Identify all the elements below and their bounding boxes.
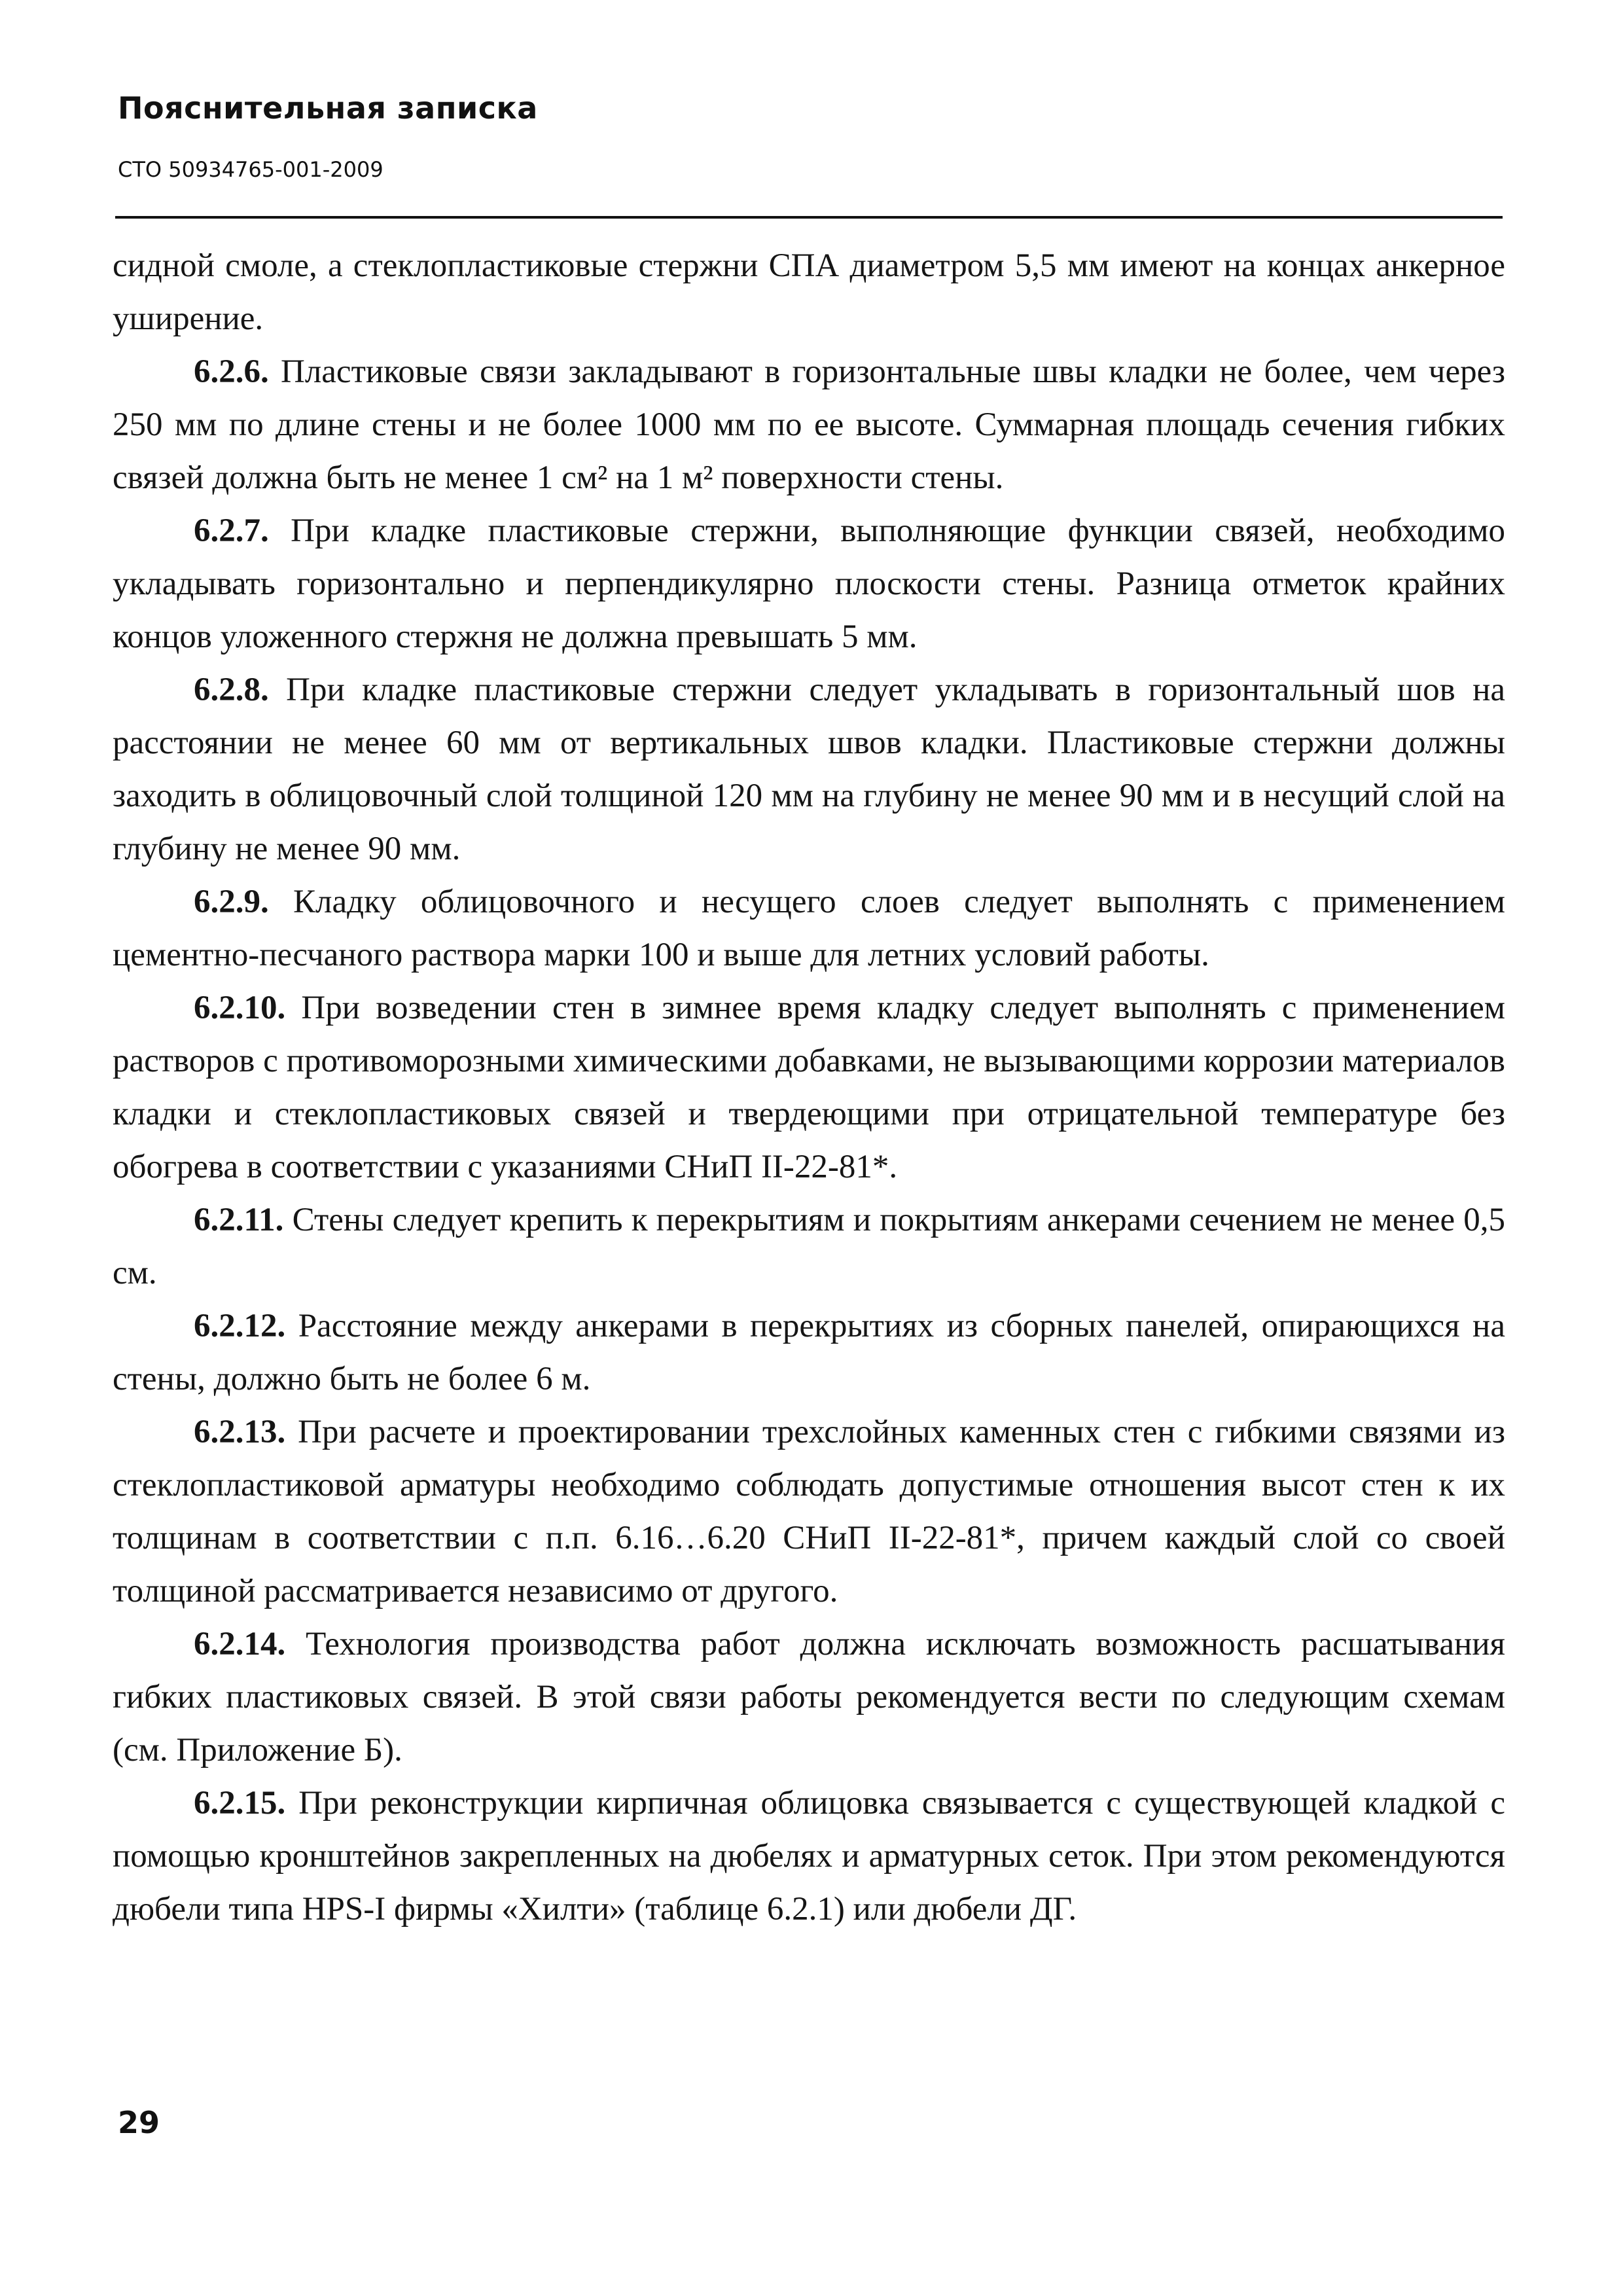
paragraph-6-2-12 — [113, 1300, 1505, 1406]
paragraph-6-2-8 — [113, 664, 1505, 876]
page-number: 29 — [118, 2105, 160, 2140]
header-divider — [115, 216, 1503, 219]
clause-text: Расстояние между анкерами в перекрытиях из сборных панелей, опирающихся на стены, должно быть не более 6 м. — [113, 1308, 1505, 1397]
clause-number: 6.2.15. — [194, 1785, 286, 1821]
clause-text: Кладку облицовочного и несущего слоев следует выполнять с применением цементно-песчаного раствора марки 100 и выше для летних условий работы. — [113, 884, 1505, 973]
clause-text: При реконструкции кирпичная облицовка связывается с существующей кладкой с помощью кронштейнов закрепленных на дюбелях и арматурных сеток. При этом рекомендуются дюбели типа HPS-I фирмы «Хилти» (таблице 6.2.1) или дюбели ДГ. — [113, 1785, 1505, 1928]
clause-number: 6.2.7. — [194, 512, 269, 549]
clause-number: 6.2.10. — [194, 990, 286, 1026]
clause-number: 6.2.6. — [194, 353, 269, 390]
clause-text: Пластиковые связи закладывают в горизонтальные швы кладки не более, чем через 250 мм по длине стены и не более 1000 мм по ее высоте. Суммарная площадь сечения гибких связей должна быть не менее 1 см² на 1 м² поверхности стены. — [113, 353, 1505, 496]
clause-text: При кладке пластиковые стержни, выполняющие функции связей, необходимо укладывать горизонтально и перпендикулярно плоскости стены. Разница отметок крайних концов уложенного стержня не должна превышать 5 мм. — [113, 512, 1505, 655]
clause-text: При расчете и проектировании трехслойных каменных стен с гибкими связями из стеклопластиковой арматуры необходимо соблюдать допустимые отношения высот стен к их толщинам в соответствии с п.п. 6.16…6.20 СНиП II-22-81*, причем каждый слой со своей толщиной рассматривается независимо от другого. — [113, 1414, 1505, 1609]
paragraph-6-2-13 — [113, 1406, 1505, 1618]
continuation-paragraph: сидной смоле, а стеклопластиковые стержни СПА диаметром 5,5 мм имеют на концах анкерное уширение. — [113, 247, 1505, 337]
clause-number: 6.2.11. — [194, 1202, 284, 1238]
clause-number: 6.2.13. — [194, 1414, 286, 1450]
paragraph-6-2-15 — [113, 1777, 1505, 1936]
paragraph-6-2-6 — [113, 346, 1505, 505]
section-title: Пояснительная записка — [118, 90, 538, 126]
paragraph-6-2-7 — [113, 505, 1505, 664]
standard-code: СТО 50934765-001-2009 — [118, 157, 383, 182]
paragraph-6-2-11 — [113, 1194, 1505, 1300]
clause-text: Стены следует крепить к перекрытиям и покрытиям анкерами сечением не менее 0,5 см. — [113, 1202, 1505, 1291]
paragraph-6-2-9 — [113, 876, 1505, 982]
clause-text: Технология производства работ должна исключать возможность расшатывания гибких пластиковых связей. В этой связи работы рекомендуется вести по следующим схемам (см. Приложение Б). — [113, 1626, 1505, 1768]
clause-number: 6.2.9. — [194, 884, 269, 920]
clause-number: 6.2.14. — [194, 1626, 286, 1662]
clause-text: При кладке пластиковые стержни следует укладывать в горизонтальный шов на расстоянии не менее 60 мм от вертикальных швов кладки. Пластиковые стержни должны заходить в облицовочный слой толщиной 120 мм на глубину не менее 90 мм и в несущий слой на глубину не менее 90 мм. — [113, 672, 1505, 867]
clause-number: 6.2.12. — [194, 1308, 286, 1344]
paragraph-6-2-10 — [113, 982, 1505, 1194]
paragraph-6-2-14 — [113, 1618, 1505, 1777]
clause-text: При возведении стен в зимнее время кладку следует выполнять с применением растворов с противоморозными химическими добавками, не вызывающими коррозии материалов кладки и стеклопластиковых связей и твердеющими при отрицательной температуре без обогрева в соответствии с указаниями СНиП II-22-81*. — [113, 990, 1505, 1185]
clause-number: 6.2.8. — [194, 672, 269, 708]
body-text — [113, 240, 1505, 1936]
